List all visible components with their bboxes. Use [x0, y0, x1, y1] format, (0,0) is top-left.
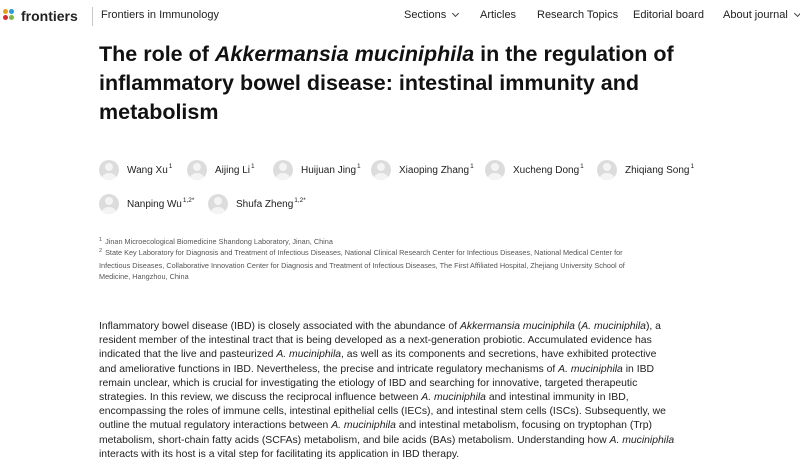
- abstract-text: indicated that the live and pasteurized: [99, 349, 277, 361]
- abstract-line: [99, 348, 719, 362]
- avatar-icon: [273, 160, 293, 180]
- abstract-line: [99, 320, 719, 334]
- affiliation-2: [99, 247, 709, 282]
- nav-articles[interactable]: [480, 9, 516, 21]
- author-chip[interactable]: [597, 160, 694, 180]
- avatar-icon: [485, 160, 505, 180]
- abstract-line: [99, 334, 719, 348]
- author-name: Xiaoping Zhang: [399, 164, 470, 176]
- chevron-down-icon: [452, 10, 459, 17]
- affiliation-number: 2: [99, 248, 103, 254]
- abstract: [99, 320, 719, 462]
- affiliation-text: Jinan Microecological Biomedicine Shandong Laboratory, Jinan, China: [105, 237, 333, 246]
- avatar-icon: [99, 160, 119, 180]
- abstract-line: [99, 377, 719, 391]
- abstract-text: remain unclear, which is crucial for investigating the etiology of IBD and searching for innovative, targeted therapeutic: [99, 377, 638, 389]
- abstract-text: and ameliorative functions in IBD. Nevertheless, the precise and intricate regulatory mechanisms of: [99, 363, 559, 375]
- nav-about-journal[interactable]: [723, 9, 800, 21]
- abstract-line: [99, 405, 719, 419]
- abstract-text: metabolism, short-chain fatty acids (SCFAs) metabolism, and bile acids (BAs) metabolism. Understanding how: [99, 434, 610, 446]
- abstract-line: [99, 391, 719, 405]
- abstract-text: in IBD: [622, 363, 655, 375]
- nav-about-journal-label: About journal: [723, 9, 788, 21]
- author-name: Wang Xu: [127, 164, 168, 176]
- chevron-down-icon: [794, 10, 800, 17]
- title-text-end: in the regulation of inflammatory bowel disease: intestinal immunity and metabolism: [99, 42, 674, 124]
- abstract-species-name: A. muciniphila: [276, 349, 342, 361]
- author-affiliation-marker: 1: [470, 162, 474, 170]
- author-name: Aijing Li: [215, 164, 251, 176]
- abstract-line: [99, 419, 719, 433]
- nav-articles-label: Articles: [480, 9, 517, 21]
- affiliation-text-line: Medicine, Hangzhou, China: [99, 272, 189, 281]
- author-chip[interactable]: [485, 160, 584, 180]
- abstract-text: strategies. In this review, we discuss the reciprocal influence between: [99, 392, 422, 404]
- avatar-icon: [597, 160, 617, 180]
- author-name: Huijuan Jing: [301, 164, 357, 176]
- author-chip[interactable]: [99, 160, 172, 180]
- abstract-line: [99, 363, 719, 377]
- author-name: Shufa Zheng: [236, 198, 294, 210]
- author-name: Xucheng Dong: [513, 164, 580, 176]
- nav-editorial-board-label: Editorial board: [633, 9, 704, 21]
- title-text-start: The role of: [99, 42, 215, 66]
- article-title: [99, 40, 739, 127]
- author-chip[interactable]: [208, 194, 306, 214]
- author-affiliation-marker: 1: [580, 162, 584, 170]
- abstract-species-name: A. muciniphila: [421, 392, 486, 404]
- avatar-icon: [208, 194, 228, 214]
- avatar-icon: [187, 160, 207, 180]
- abstract-text: Inflammatory bowel disease (IBD) is closely associated with the abundance of: [99, 321, 460, 332]
- affiliation-text-line: State Key Laboratory for Diagnosis and Treatment of Infectious Diseases, National Clinical Research Center for Infectious Diseases, National Medical Center for: [105, 248, 623, 257]
- author-name: Nanping Wu: [127, 198, 182, 210]
- avatar-icon: [99, 194, 119, 214]
- abstract-text: resident member of the intestinal tract that is being developed as a next-generation probiotic. Accumulated evidence has: [99, 335, 652, 347]
- author-affiliation-marker: 1,2*: [294, 196, 306, 204]
- affiliation-number: 1: [99, 237, 103, 243]
- author-name: Zhiqiang Song: [625, 164, 690, 176]
- header-divider: [92, 7, 93, 26]
- nav-research-topics[interactable]: [537, 9, 618, 21]
- abstract-text: and intestinal metabolism, focusing on tryptophan (Trp): [395, 420, 652, 432]
- author-affiliation-marker: 1: [690, 162, 695, 170]
- abstract-text: and intestinal immunity in IBD,: [485, 392, 629, 404]
- logo-mark-icon: [3, 9, 18, 24]
- title-species-name: Akkermansia muciniphila: [214, 42, 475, 66]
- abstract-species-name: Akkermansia muciniphila: [459, 321, 575, 332]
- author-chip[interactable]: [187, 160, 255, 180]
- author-chip[interactable]: [99, 194, 194, 214]
- abstract-text: encompassing the roles of immune cells, intestinal epithelial cells (IECs), and intestinal stem cells (ISCs). Subsequently, we: [99, 406, 666, 418]
- author-affiliation-marker: 1,2*: [182, 196, 195, 204]
- frontiers-logo[interactable]: [3, 8, 78, 24]
- abstract-line: [99, 448, 719, 462]
- abstract-text: outline the mutual regulatory interactions between: [99, 420, 332, 432]
- nav-sections[interactable]: [404, 9, 458, 21]
- author-affiliation-marker: 1: [251, 162, 255, 170]
- journal-name-link[interactable]: Frontiers in Immunology: [101, 9, 219, 21]
- author-chip[interactable]: [273, 160, 361, 180]
- abstract-text: interacts with its host is a vital step for facilitating its application in IBD therapy.: [99, 448, 460, 460]
- abstract-text: ), a: [645, 321, 661, 332]
- author-affiliation-marker: 1: [357, 162, 361, 170]
- abstract-species-name: A. muciniphila: [331, 420, 396, 432]
- avatar-icon: [371, 160, 391, 180]
- abstract-text: , as well as its components and secretions, have exhibited protective: [341, 349, 657, 361]
- abstract-species-name: A. muciniphila: [609, 434, 675, 446]
- nav-editorial-board[interactable]: [633, 9, 704, 21]
- abstract-species-name: A. muciniphila: [558, 363, 623, 375]
- nav-research-topics-label: Research Topics: [537, 9, 619, 21]
- abstract-line: [99, 434, 719, 448]
- abstract-text: (: [574, 321, 582, 332]
- affiliation-text-line: Infectious Diseases, Collaborative Innovation Center for Diagnosis and Treatment of Infectious Diseases, The First Affiliated Hospital, Zhejiang University School of: [99, 261, 625, 270]
- logo-text: frontiers: [21, 8, 78, 24]
- author-affiliation-marker: 1: [168, 162, 173, 170]
- top-navigation-bar: [0, 0, 800, 33]
- abstract-species-name: A. muciniphila: [581, 321, 646, 332]
- author-chip[interactable]: [371, 160, 474, 180]
- nav-sections-label: Sections: [404, 9, 447, 21]
